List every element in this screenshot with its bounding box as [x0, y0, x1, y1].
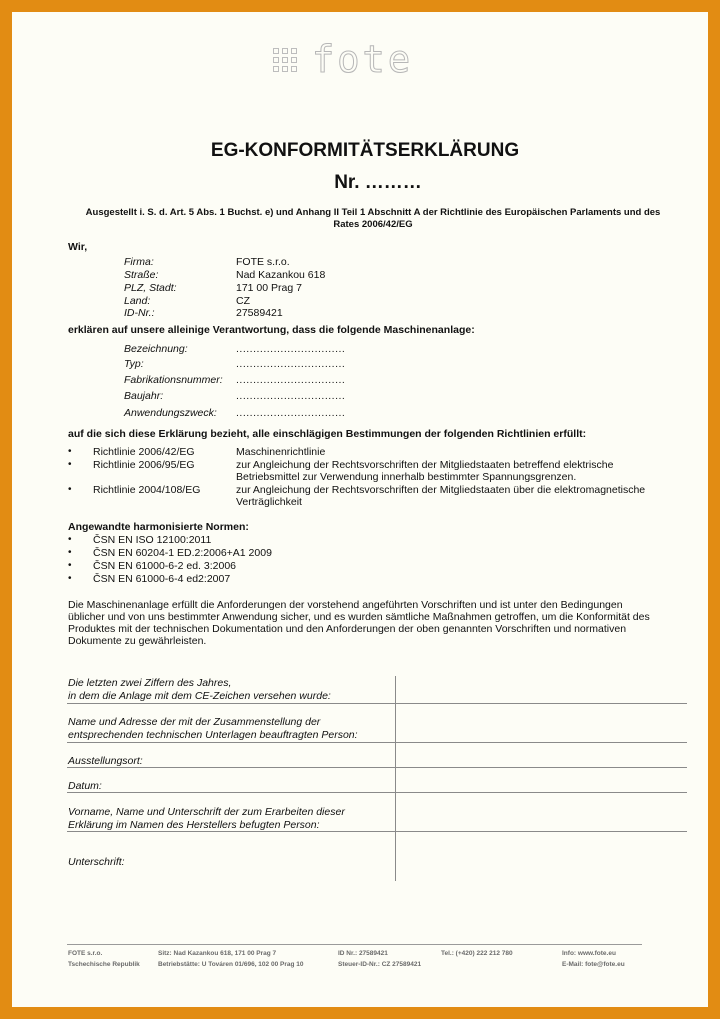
footer-text: Sitz: Nad Kazankou 618, 171 00 Prag 7	[158, 950, 277, 957]
company-label: Straße:	[124, 269, 159, 281]
company-value: Nad Kazankou 618	[236, 269, 326, 281]
table-rule	[67, 742, 687, 743]
bullet-icon: •	[68, 547, 72, 558]
signature-row-label: Vorname, Name und Unterschrift der zum Erarbeiten dieser Erklärung im Namen des Herstellers befugten Person:	[68, 806, 345, 831]
signature-row-label: Datum:	[68, 780, 102, 792]
wir-label: Wir,	[68, 241, 88, 253]
machine-label: Typ:	[124, 358, 144, 370]
table-divider	[395, 676, 396, 881]
footer-text: Betriebstätte: U Továren 01/696, 102 00 Prag 10	[158, 961, 304, 968]
signature-row-label: Ausstellungsort:	[68, 755, 143, 767]
document-title: EG-KONFORMITÄTSERKLÄRUNG	[210, 140, 520, 161]
machine-label: Baujahr:	[124, 390, 164, 402]
machine-field-placeholder: ................................	[236, 358, 346, 370]
dot-grid-logo-icon	[273, 48, 297, 72]
footer-text: Steuer-ID-Nr.: CZ 27589421	[338, 961, 422, 968]
bullet-icon: •	[68, 446, 72, 457]
company-label: ID-Nr.:	[124, 307, 155, 319]
table-rule	[67, 767, 687, 768]
document-number: Nr. ………	[334, 172, 422, 193]
table-rule	[67, 703, 687, 704]
footer-text: Info: www.fote.eu	[562, 950, 616, 957]
logo-text: fote	[312, 38, 414, 81]
norm-item: ČSN EN ISO 12100:2011	[93, 534, 212, 546]
machine-field-placeholder: ................................	[236, 407, 346, 419]
company-value: 27589421	[236, 307, 283, 319]
machine-label: Fabrikationsnummer:	[124, 374, 223, 386]
norm-item: ČSN EN 60204-1 ED.2:2006+A1 2009	[93, 547, 272, 559]
table-rule	[67, 792, 687, 793]
machine-field-placeholder: ................................	[236, 390, 346, 402]
directive-name: Richtlinie 2004/108/EG	[93, 484, 201, 496]
machine-field-placeholder: ................................	[236, 374, 346, 386]
directive-desc: Maschinenrichtlinie	[236, 446, 326, 458]
signature-row-label: Unterschrift:	[68, 856, 125, 868]
norms-title: Angewandte harmonisierte Normen:	[68, 521, 249, 533]
machine-field-placeholder: ................................	[236, 343, 346, 355]
bullet-icon: •	[68, 459, 72, 470]
directive-desc: zur Angleichung der Rechtsvorschriften der Mitgliedstaaten über die elektromagnetische	[236, 484, 646, 496]
declaration-text: erklären auf unsere alleinige Verantwortung, dass die folgende Maschinenanlage:	[68, 324, 475, 336]
norm-item: ČSN EN 61000-6-2 ed. 3:2006	[93, 560, 237, 572]
bullet-icon: •	[68, 534, 72, 545]
directive-name: Richtlinie 2006/42/EG	[93, 446, 195, 458]
footer-text: ID Nr.: 27589421	[338, 950, 388, 957]
directive-name: Richtlinie 2006/95/EG	[93, 459, 195, 471]
bullet-icon: •	[68, 484, 72, 495]
norm-item: ČSN EN 61000-6-4 ed2:2007	[93, 573, 231, 585]
footer-text: E-Mail: fote@fote.eu	[562, 961, 625, 968]
footer-text: FOTE s.r.o.	[68, 950, 103, 957]
footer-text: Tschechische Republik	[68, 961, 140, 968]
issued-statement: Ausgestellt i. S. d. Art. 5 Abs. 1 Buchst. e) und Anhang II Teil 1 Abschnitt A der Richtlinie des Europäischen Parlaments und des Rates 2006/42/EG	[85, 207, 661, 230]
conformity-paragraph: Die Maschinenanlage erfüllt die Anforderungen der vorstehend angeführten Vorschriften und ist unter den Bedingungen üblicher und von uns bestimmter Anwendung sicher, und es wurden sämtliche Maßnahmen getroffen, um die Konformität des Produktes mit der technischen Dokumentation und den Anforderungen der oben genannten Vorschriften und normativen Dokumente zu gewährleisten.	[68, 599, 650, 647]
bullet-icon: •	[68, 560, 72, 571]
signature-row-label: Die letzten zwei Ziffern des Jahres, in dem die Anlage mit dem CE-Zeichen versehen wurde:	[68, 677, 331, 702]
signature-row-label: Name und Adresse der mit der Zusammenstellung der entsprechenden technischen Unterlagen beauftragten Person:	[68, 716, 358, 741]
company-label: Land:	[124, 295, 151, 307]
company-label: PLZ, Stadt:	[124, 282, 177, 294]
footer-text: Tel.: (+420) 222 212 780	[441, 950, 513, 957]
company-logo	[273, 38, 414, 81]
machine-label: Bezeichnung:	[124, 343, 188, 355]
bullet-icon: •	[68, 573, 72, 584]
company-value: FOTE s.r.o.	[236, 256, 290, 268]
company-value: 171 00 Prag 7	[236, 282, 302, 294]
machine-label: Anwendungszweck:	[124, 407, 217, 419]
directive-desc: Betriebsmittel zur Verwendung innerhalb bestimmter Spannungsgrenzen.	[236, 471, 577, 483]
directive-desc: Verträglichkeit	[236, 496, 302, 508]
company-label: Firma:	[124, 256, 154, 268]
directive-desc: zur Angleichung der Rechtsvorschriften der Mitgliedstaaten betreffend elektrische	[236, 459, 614, 471]
directives-intro: auf die sich diese Erklärung bezieht, alle einschlägigen Bestimmungen der folgenden Richtlinien erfüllt:	[68, 428, 587, 440]
company-value: CZ	[236, 295, 250, 307]
footer-rule	[67, 944, 642, 945]
